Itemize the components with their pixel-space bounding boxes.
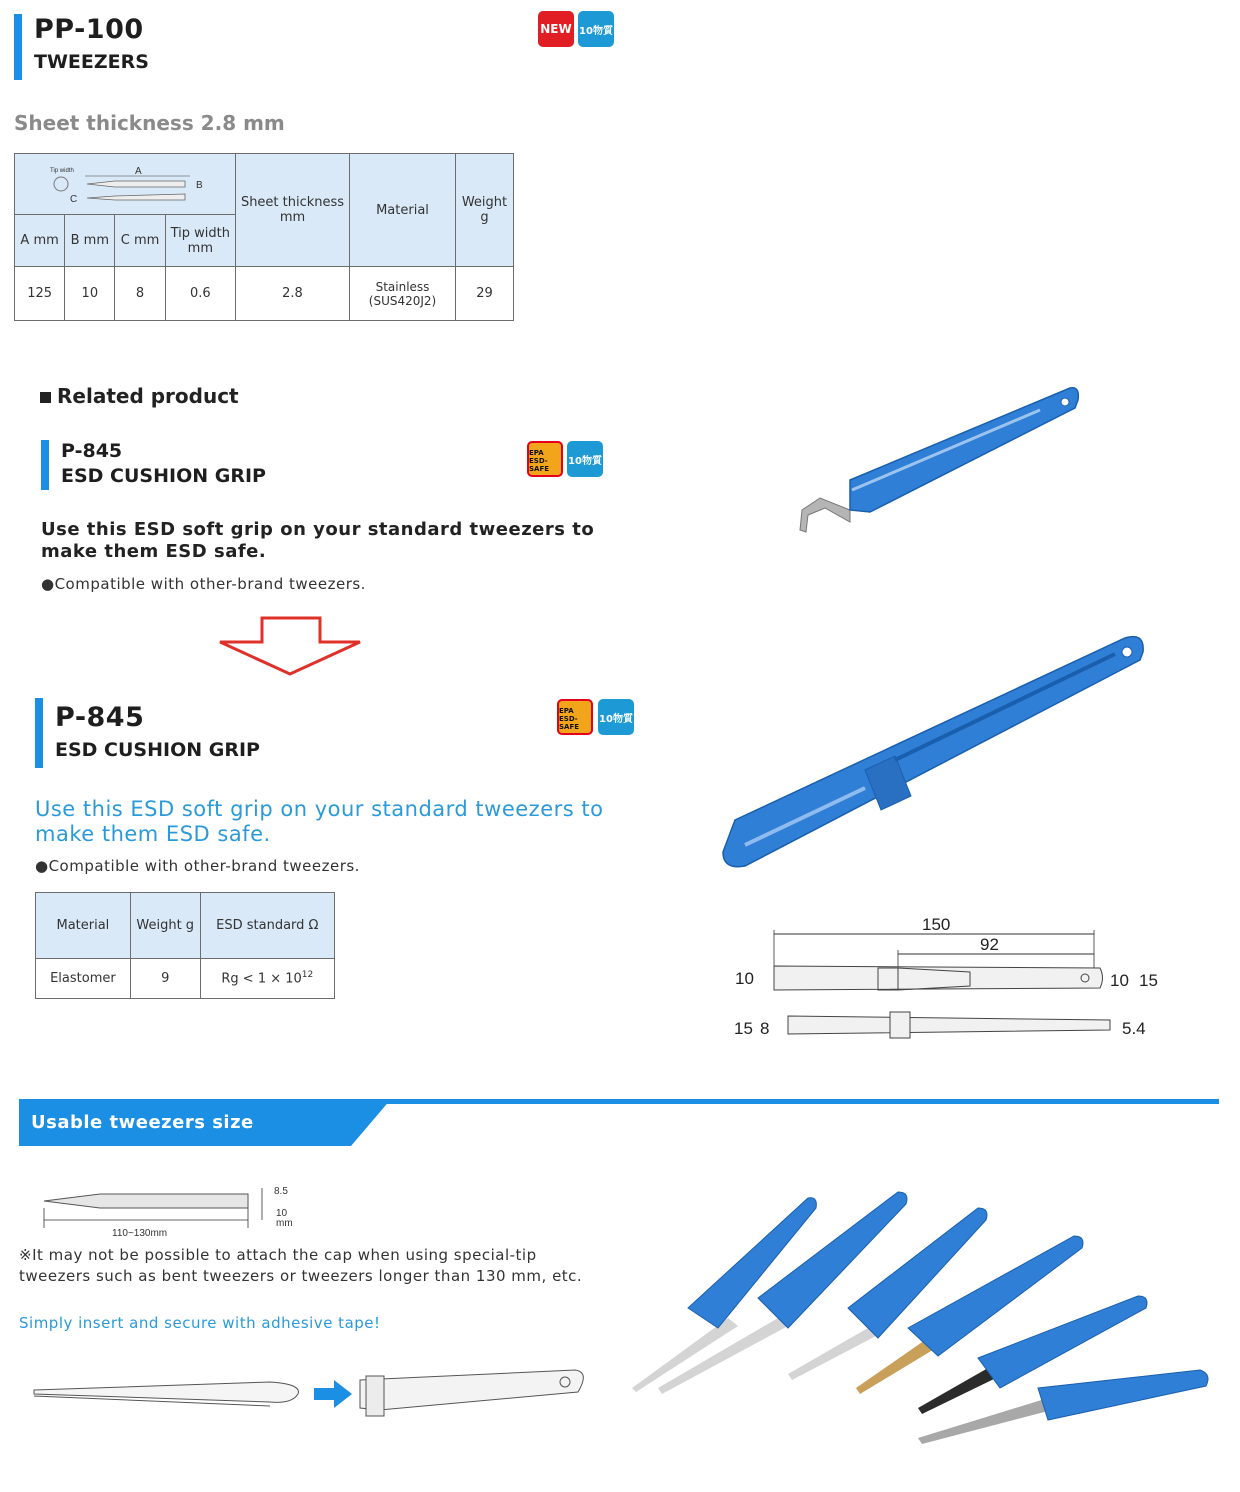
esd-safe-badge: EPA ESD-SAFE bbox=[527, 441, 563, 477]
col-material: Material bbox=[36, 893, 131, 959]
cell-weight: 9 bbox=[130, 959, 200, 999]
col-esd-standard: ESD standard Ω bbox=[200, 893, 334, 959]
p845-spec-table bbox=[35, 892, 335, 999]
product-code: PP-100 bbox=[34, 14, 144, 45]
dim-h-right-1: 10 bbox=[1110, 971, 1129, 990]
col-sheet-thickness: Sheet thickness mm bbox=[236, 154, 350, 267]
dim-inner: 92 bbox=[980, 935, 999, 954]
cell-tip-width: 0.6 bbox=[165, 267, 235, 321]
related-heading: Related product bbox=[57, 384, 239, 408]
down-arrow bbox=[216, 616, 364, 676]
product2-code: P-845 bbox=[55, 702, 145, 733]
usable-thickness-2: 10 bbox=[276, 1208, 288, 1219]
esd-safe-badge: EPA ESD-SAFE bbox=[557, 699, 593, 735]
usable-instruction: Simply insert and secure with adhesive tape! bbox=[19, 1314, 381, 1332]
sheet-thickness-title: Sheet thickness 2.8 mm bbox=[14, 111, 285, 135]
usable-length: 110~130mm bbox=[112, 1228, 168, 1239]
dim-a-label: A bbox=[135, 166, 142, 177]
cell-b: 10 bbox=[65, 267, 115, 321]
dim-b-label: B bbox=[196, 180, 203, 191]
cell-a: 125 bbox=[15, 267, 65, 321]
related-bullet: ●Compatible with other-brand tweezers. bbox=[41, 575, 366, 593]
usable-size-banner: Usable tweezers size bbox=[31, 1112, 254, 1133]
usable-size-diagram bbox=[40, 1180, 310, 1240]
related-heading-square bbox=[40, 392, 51, 403]
ten-substances-badge: 10物質 bbox=[598, 699, 634, 735]
product2-bullet: ●Compatible with other-brand tweezers. bbox=[35, 857, 360, 875]
dim-side-right: 5.4 bbox=[1122, 1019, 1146, 1038]
col-a: A mm bbox=[15, 215, 65, 267]
dim-c-label: C bbox=[70, 194, 78, 205]
related-product-image bbox=[780, 380, 1090, 550]
product-name: TWEEZERS bbox=[34, 51, 149, 73]
col-tip-width: Tip width mm bbox=[165, 215, 235, 267]
usable-thickness-1: 8.5 bbox=[274, 1186, 288, 1197]
title-accent-bar bbox=[14, 14, 22, 80]
cell-esd-standard: $Rg < 1 \times 10^{12}$ bbox=[200, 959, 334, 999]
p845-dimension-drawing bbox=[730, 910, 1170, 1050]
col-material: Material bbox=[350, 154, 456, 267]
tweezer-dimension-diagram bbox=[15, 154, 235, 210]
dim-side-left-2: 8 bbox=[760, 1019, 770, 1038]
dim-h-left: 10 bbox=[735, 969, 754, 988]
col-c: C mm bbox=[115, 215, 165, 267]
ten-substances-badge: 10物質 bbox=[567, 441, 603, 477]
col-weight: Weight g bbox=[130, 893, 200, 959]
related-accent-bar bbox=[41, 440, 49, 490]
col-b: B mm bbox=[65, 215, 115, 267]
tweezers-group-image bbox=[628, 1188, 1218, 1468]
related-name: ESD CUSHION GRIP bbox=[61, 465, 266, 487]
cell-sheet-thickness: 2.8 bbox=[236, 267, 350, 321]
cell-material: Elastomer bbox=[36, 959, 131, 999]
ten-substances-badge: 10物質 bbox=[578, 11, 614, 47]
insert-illustration bbox=[30, 1362, 590, 1432]
product2-name: ESD CUSHION GRIP bbox=[55, 739, 260, 761]
new-badge: NEW bbox=[538, 11, 574, 47]
usable-unit: mm bbox=[276, 1218, 293, 1229]
related-description: Use this ESD soft grip on your standard tweezers to make them ESD safe. bbox=[41, 519, 595, 562]
product2-image bbox=[715, 630, 1155, 880]
cell-c: 8 bbox=[115, 267, 165, 321]
tweezer-6 bbox=[918, 1370, 1208, 1444]
pp100-spec-table bbox=[14, 153, 514, 321]
dim-side-left-1: 15 bbox=[734, 1019, 753, 1038]
usable-note: ※It may not be possible to attach the cap when using special-tip tweezers such as bent tweezers or tweezers longer than 130 mm, etc. bbox=[19, 1246, 583, 1285]
product2-description: Use this ESD soft grip on your standard tweezers to make them ESD safe. bbox=[35, 797, 604, 846]
cell-material: Stainless (SUS420J2) bbox=[350, 267, 456, 321]
cell-weight: 29 bbox=[456, 267, 514, 321]
col-weight: Weight g bbox=[456, 154, 514, 267]
product2-accent-bar bbox=[35, 698, 43, 768]
tip-width-label: Tip width bbox=[50, 168, 74, 174]
dim-h-right-2: 15 bbox=[1139, 971, 1158, 990]
dimension-diagram-cell bbox=[15, 154, 236, 215]
related-code: P-845 bbox=[61, 440, 123, 462]
dim-total: 150 bbox=[922, 915, 951, 934]
